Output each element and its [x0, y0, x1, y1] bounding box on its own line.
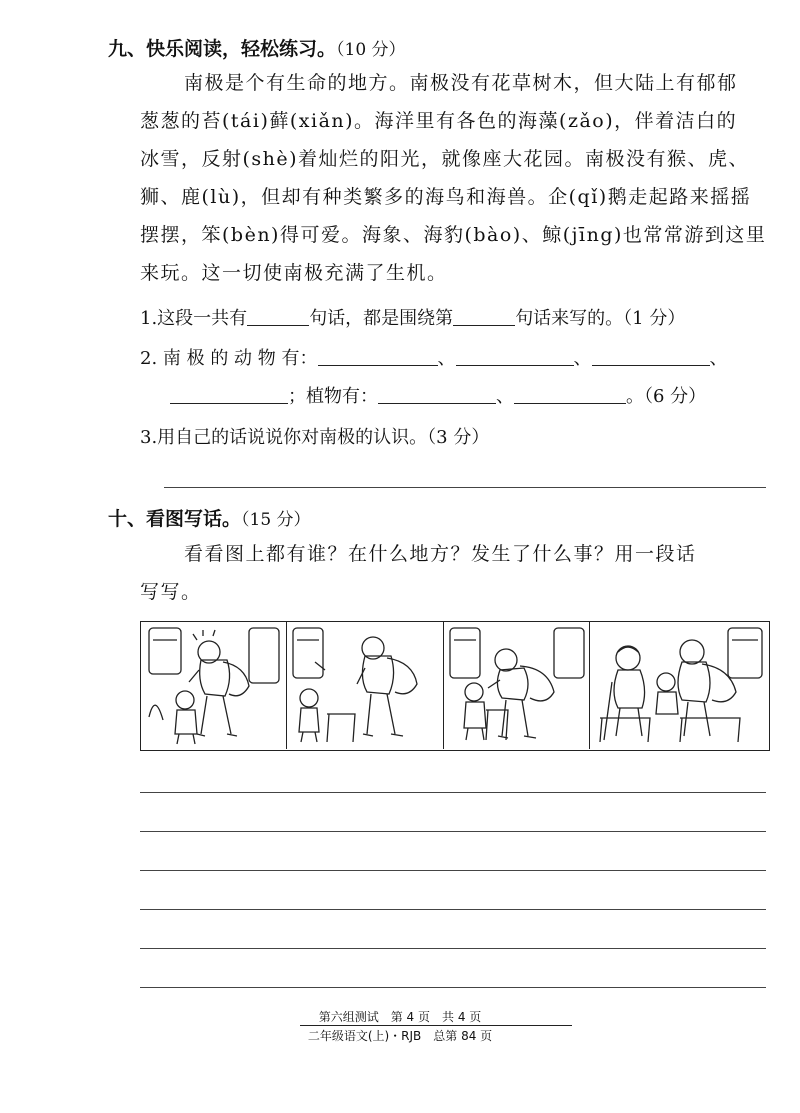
passage-line-5: 摆摆，笨(bèn)得可爱。海象、海豹(bào)、鲸(jīng)也常常游到这里 — [140, 224, 767, 246]
comic-strip — [140, 621, 770, 751]
section-10-heading: 十、看图写话。 — [108, 508, 242, 530]
question-1 — [140, 304, 685, 334]
passage-line-1: 南极是个有生命的地方。南极没有花草树木，但大陆上有郁郁 — [184, 72, 738, 94]
q2-sep-1: 、 — [437, 348, 456, 369]
footer-divider — [300, 1025, 572, 1026]
question-2-line-1 — [140, 344, 728, 374]
question-3: 3.用自己的话说说你对南极的认识。（3 分） — [140, 427, 490, 448]
question-2-line-2 — [170, 382, 706, 412]
section-10-title — [108, 504, 311, 531]
q1-text-1: 1.这段一共有 — [140, 308, 248, 329]
panel-1-illustration — [141, 622, 286, 749]
passage-line-3: 冰雪，反射(shè)着灿烂的阳光，就像座大花园。南极没有猴、虎、 — [140, 148, 750, 170]
q2-suffix: 。（6 分） — [626, 386, 707, 407]
section-9-heading: 九、快乐阅读，轻松练习。 — [108, 38, 337, 60]
prompt-line-1: 看看图上都有谁？在什么地方？发生了什么事？用一段话 — [184, 543, 697, 565]
q1-text-3: 句话来写的。（1 分） — [515, 308, 686, 329]
q2-animal-blank-2[interactable] — [456, 345, 574, 366]
q1-blank-sentence-number[interactable] — [453, 305, 515, 326]
comic-panel-2 — [287, 622, 443, 749]
panel-3-illustration — [444, 622, 589, 749]
writing-line-6[interactable] — [140, 987, 766, 988]
q2-sep-2: 、 — [573, 348, 592, 369]
reading-passage — [140, 64, 768, 292]
writing-line-5[interactable] — [140, 948, 766, 949]
passage-line-4: 狮、鹿(lù)，但却有种类繁多的海鸟和海兽。企(qǐ)鹅走起路来摇摇 — [140, 186, 752, 208]
q2-prefix: 2. 南 极 的 动 物 有： — [140, 348, 318, 369]
comic-panel-1 — [141, 622, 286, 749]
writing-line-2[interactable] — [140, 831, 766, 832]
q1-text-2: 句话，都是围绕第 — [309, 308, 454, 329]
q3-answer-line[interactable] — [164, 487, 766, 488]
section-9-score: （10 分） — [336, 40, 406, 60]
panel-2-illustration — [287, 622, 443, 749]
writing-line-1[interactable] — [140, 792, 766, 793]
prompt-line-2: 写写。 — [140, 581, 202, 603]
q2-animal-blank-3[interactable] — [592, 345, 710, 366]
comic-panel-4 — [590, 622, 768, 749]
q2-animal-blank-1[interactable] — [318, 345, 438, 366]
comic-panel-3 — [444, 622, 589, 749]
q1-blank-sentence-count[interactable] — [247, 305, 309, 326]
section-10-score: （15 分） — [241, 510, 311, 530]
q2-animal-blank-4[interactable] — [170, 383, 288, 404]
writing-line-4[interactable] — [140, 909, 766, 910]
q2-plant-blank-2[interactable] — [514, 383, 626, 404]
footer-book-info: 二年级语文(上)・RJB 总第 84 页 — [307, 1029, 493, 1043]
writing-line-3[interactable] — [140, 870, 766, 871]
panel-4-illustration — [590, 622, 768, 749]
q2-plant-blank-1[interactable] — [378, 383, 496, 404]
section-9-title — [108, 34, 406, 61]
footer-page-info: 第六组测试 第 4 页 共 4 页 — [318, 1010, 482, 1024]
q2-plants-label: ；植物有： — [288, 386, 378, 407]
q2-sep-3: 、 — [709, 348, 728, 369]
passage-line-2: 葱葱的苔(tái)藓(xiǎn)。海洋里有各色的海藻(zǎo)，伴着洁白的 — [140, 110, 738, 132]
writing-prompt — [140, 535, 768, 611]
passage-line-6: 来玩。这一切使南极充满了生机。 — [140, 262, 448, 284]
q2-sep-4: 、 — [496, 386, 514, 407]
